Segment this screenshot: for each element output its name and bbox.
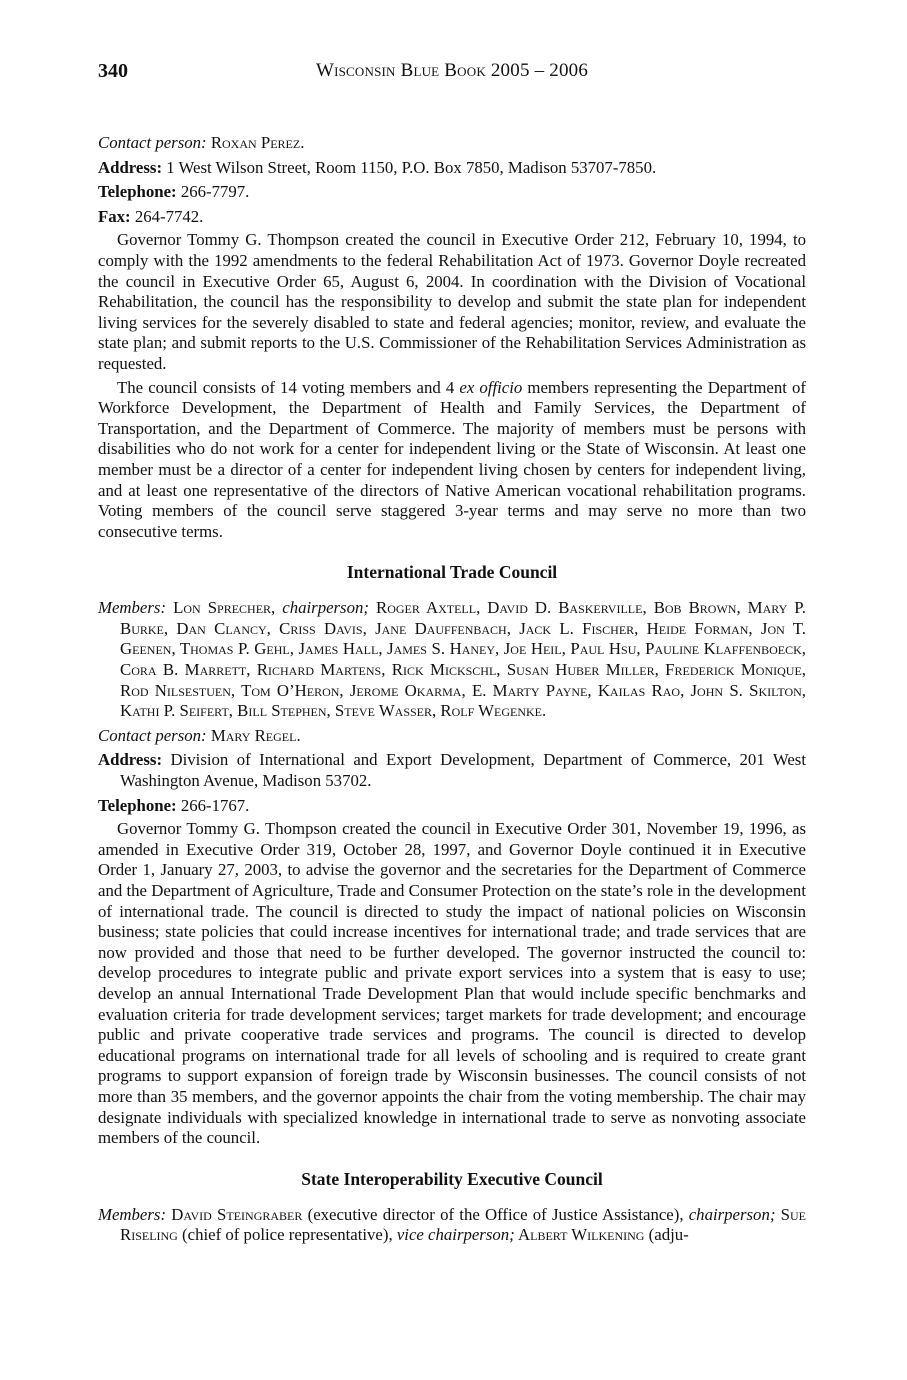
member-name: David Steingraber: [171, 1204, 303, 1224]
member-description: (executive director of the Office of Justice Assistance),: [302, 1204, 689, 1224]
member-description: (adju-: [644, 1225, 689, 1245]
telephone-value: 266-7797.: [180, 182, 250, 202]
fax-line: [98, 207, 806, 228]
telephone-value: 266-1767.: [180, 795, 250, 815]
para2-text-a: The council consists of 14 voting members and 4: [117, 377, 460, 397]
members-line: [98, 598, 806, 722]
fax-value: 264-7742.: [134, 206, 204, 226]
contact-label: Contact person:: [98, 133, 207, 152]
address-line: [98, 750, 806, 791]
council1-paragraph-1: Governor Tommy G. Thompson created the council in Executive Order 212, February 10, 1994, to comply with the 1992 amendments to the federal Rehabilitation Act of 1973. Governor Doyle recreated the council in Executive Order 65, August 6, 2004. In coordination with the Division of Vocational Rehabilitation, the council has the responsibility to develop and submit the state plan for independent living services for the severely disabled to state and federal agencies; monitor, review, and evaluate the state plan; and submit reports to the U.S. Commissioner of the Rehabilitation Services Administration as requested.: [98, 230, 806, 373]
address-value: 1 West Wilson Street, Room 1150, P.O. Box 7850, Madison 53707-7850.: [166, 157, 657, 177]
telephone-label: Telephone:: [98, 795, 177, 815]
chair-role: chairperson;: [282, 598, 369, 618]
member-description: (chief of police representative),: [177, 1225, 397, 1245]
members-list: Roger Axtell, David D. Baskerville, Bob Brown, Mary P. Burke, Dan Clancy, Criss Davis, Jane Dauffenbach, Jack L. Fischer, Heide Forman, Jon T. Geenen, Thomas P. Gehl, James Hall, James S. Haney, Joe Heil, Paul Hsu, Pauline Klaffenboeck, Cora B. Marrett, Richard Martens, Rick Mickschl, Susan Huber Miller, Frederick Monique, Rod Nilsestuen, Tom O’Heron, Jerome Okarma, E. Marty Payne, Kailas Rao, John S. Skilton, Kathi P. Seifert, Bill Stephen, Steve Wasser, Rolf Wegenke.: [120, 598, 806, 721]
members-label: Members:: [98, 1204, 167, 1224]
chair-name: Lon Sprecher,: [173, 598, 276, 618]
member-role: vice chairperson;: [396, 1225, 515, 1245]
running-title: Wisconsin Blue Book 2005 – 2006: [315, 60, 589, 81]
para2-text-b: members representing the Department of Workforce Development, the Department of Health and Family Services, the Department of Transportation, and the Department of Commerce. The majority of members must be persons with disabilities who do not work for a center for independent living or the State of Wisconsin. At least one member must be a director of a center for independent living chosen by centers for independent living, and at least one representative of the directors of Native American vocational rehabilitation programs. Voting members of the council serve staggered 3-year terms and may serve no more than two consecutive terms.: [98, 377, 806, 541]
contact-label: Contact person:: [98, 725, 207, 745]
telephone-line: [98, 182, 806, 203]
contact-person-line: [98, 133, 806, 154]
contact-name: Roxan Perez.: [210, 133, 305, 152]
members-line: [98, 1205, 806, 1246]
contact-name: Mary Regel.: [210, 725, 301, 745]
contact-person-line: [98, 726, 806, 747]
address-line: [98, 158, 806, 179]
member-name: Albert Wilkening: [514, 1225, 645, 1245]
page-number: 340: [98, 60, 128, 82]
telephone-line: [98, 796, 806, 817]
members-label: Members:: [98, 598, 167, 618]
address-label: Address:: [98, 750, 163, 770]
address-value: Division of International and Export Development, Department of Commerce, 201 West Washington Avenue, Madison 53702.: [120, 750, 806, 791]
member-name: Sue Riseling: [120, 1204, 806, 1245]
page-header: [98, 59, 806, 83]
section-title-state-interoperability-executive-council: State Interoperability Executive Council: [301, 1168, 603, 1189]
council1-paragraph-2: [98, 378, 806, 543]
section-title-international-trade-council: International Trade Council: [346, 562, 558, 583]
ex-officio-term: ex officio: [459, 377, 523, 397]
member-role: chairperson;: [688, 1204, 776, 1224]
telephone-label: Telephone:: [98, 182, 177, 202]
fax-label: Fax:: [98, 206, 131, 226]
council2-paragraph-1: Governor Tommy G. Thompson created the council in Executive Order 301, November 19, 1996, as amended in Executive Order 319, October 28, 1997, and Governor Doyle continued it in Executive Order 1, January 27, 2003, to advise the governor and the secretaries for the Department of Commerce and the Department of Agriculture, Trade and Consumer Protection on the state’s role in the development of international trade. The council is directed to study the impact of national policies on Wisconsin business; state policies that could increase incentives for international trade; and trade services that are now provided and those that need to be further developed. The governor instructed the council to: develop procedures to integrate public and private export services into a system that is easy to use; develop an annual International Trade Development Plan that would include specific benchmarks and evaluation criteria for trade development services; target markets for trade development; and encourage public and private cooperative trade services and programs. The council is directed to develop educational programs on international trade for all levels of schooling and is required to create grant programs to support expansion of foreign trade by Wisconsin businesses. The council consists of not more than 35 members, and the governor appoints the chair from the voting membership. The chair may designate individuals with specialized knowledge in international trade to serve as nonvoting associate members of the council.: [98, 819, 806, 1148]
address-label: Address:: [98, 157, 163, 177]
page-content: [98, 133, 806, 1246]
